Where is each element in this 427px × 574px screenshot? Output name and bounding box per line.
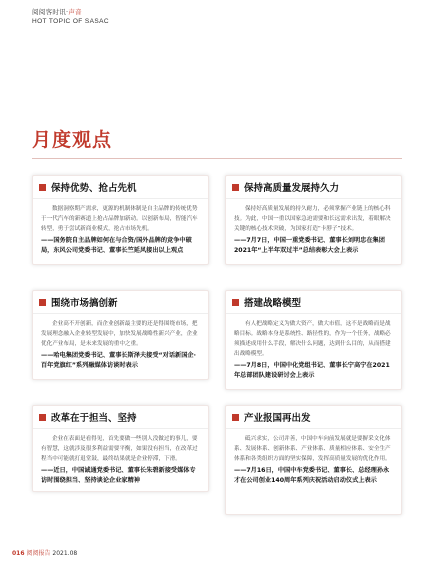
card-body [226, 199, 401, 262]
card-text: 保持好高质量发展的持久耐力，必须掌握产业链上的核心科技。为此，中国一重以国家急迫需要和长远需求出发，着眼解决关键的核心技术突破，为国家打造“卡脖子”技术。 [234, 206, 391, 232]
card-title: 搭建战略模型 [244, 298, 302, 309]
opinion-card-1 [32, 175, 209, 265]
card-attribution: ——7月7日，中国一重党委书记、董事长刘明忠在集团2021年“上半年双过半”总结表彰大会上表示 [234, 237, 385, 254]
card-text: 有人把战略定义为做大资产，做大市值，这不是战略而是战略目标。战略本身是系统性、路径性的，作为一个任务，战略必须描述成用什么手段，解决什么问题，达到什么目的，从而搭建出战略模型。 [234, 321, 391, 357]
page-number: 016 [12, 550, 25, 557]
card-body [33, 429, 208, 492]
opinion-card-5 [32, 405, 209, 492]
card-text: 企业在表面是看得见，首先要做一些别人没做过的事儿，要有智慧，这就涉及很多利益需要平衡，如果没有担当，在改革过程当中可能就打退堂鼓，最终结果就是企业停滞，下滑。 [41, 436, 198, 462]
card-title: 围绕市场搞创新 [51, 298, 118, 309]
card-attribution: ——7月16日，中国中车党委书记、董事长、总经理孙永才在公司创业140周年系列庆祝活动启动仪式上表示 [234, 467, 390, 484]
card-body [226, 314, 401, 387]
card-title: 产业报国再出发 [244, 413, 311, 424]
square-bullet-icon [39, 299, 46, 306]
square-bullet-icon [39, 414, 46, 421]
opinion-card-4 [225, 290, 402, 390]
journal-name: 阅阅报告 [26, 550, 51, 557]
card-title: 改革在于担当、坚持 [51, 413, 137, 424]
square-bullet-icon [232, 299, 239, 306]
page-footer [12, 548, 77, 557]
card-header [226, 406, 401, 429]
square-bullet-icon [232, 184, 239, 191]
card-body [33, 199, 208, 262]
card-attribution: ——国务院自主品牌如何在与合资/国外品牌的竞争中破局，东风公司党委书记、董事长竺延风接出以上观点 [41, 237, 192, 254]
issue-date: 2021.08 [52, 550, 78, 557]
square-bullet-icon [39, 184, 46, 191]
card-header [33, 291, 208, 314]
card-header [226, 176, 401, 199]
card-text: 企业高不开创新，而企业创新最主要的还是得围绕市场，把发展理念融入企业转型发展中，加快发展战略性新兴产业，企业优化产业布局，是未来发展的重中之重。 [41, 321, 198, 347]
section-label-en: HOT TOPIC OF SASAC [32, 18, 109, 25]
opinion-card-3 [32, 290, 209, 380]
card-text: 数据洞察期产需求，更源的机制体制是自主品牌的传统优势于一代汽车的新赛道上抢占品牌加新动。以创新布局，智能汽车转型，勇于尝试新商业模式，抢占市场先机。 [41, 206, 198, 232]
card-body [33, 314, 208, 377]
section-label: 阅阅客时讯·声音 [32, 8, 82, 16]
card-attribution: ——7月8日，中国中化党组书记、董事长宁高宁在2021年总部团队建设研讨会上表示 [234, 362, 390, 379]
card-attribution: ——近日，中国诚通党委书记、董事长朱碧新接受媒体专访时围绕担当、坚持谈论企业家精神 [41, 467, 196, 484]
card-title: 保持优势、抢占先机 [51, 183, 137, 194]
card-title: 保持高质量发展持久力 [244, 183, 340, 194]
card-header [33, 176, 208, 199]
square-bullet-icon [232, 414, 239, 421]
page-title: 月度观点 [32, 129, 113, 151]
card-text: 砥兴求实，公司并善，中国中车向前发展就是要摒采文化体系、发展体系、创新体系、产业体系、质量相应体系、安全生产体系和各类组织方面的坚实保障，发挥高质量发展的优化作用。 [234, 436, 391, 462]
card-header [33, 406, 208, 429]
opinion-card-6 [225, 405, 402, 515]
card-attribution: ——哈电集团党委书记、董事长斯泽夫接受“对话新国企·百年党旗红”系列融媒体访谈时表示 [41, 352, 196, 369]
opinion-card-2 [225, 175, 402, 265]
card-body [226, 429, 401, 492]
title-divider [32, 158, 402, 159]
header [32, 8, 402, 26]
card-header [226, 291, 401, 314]
